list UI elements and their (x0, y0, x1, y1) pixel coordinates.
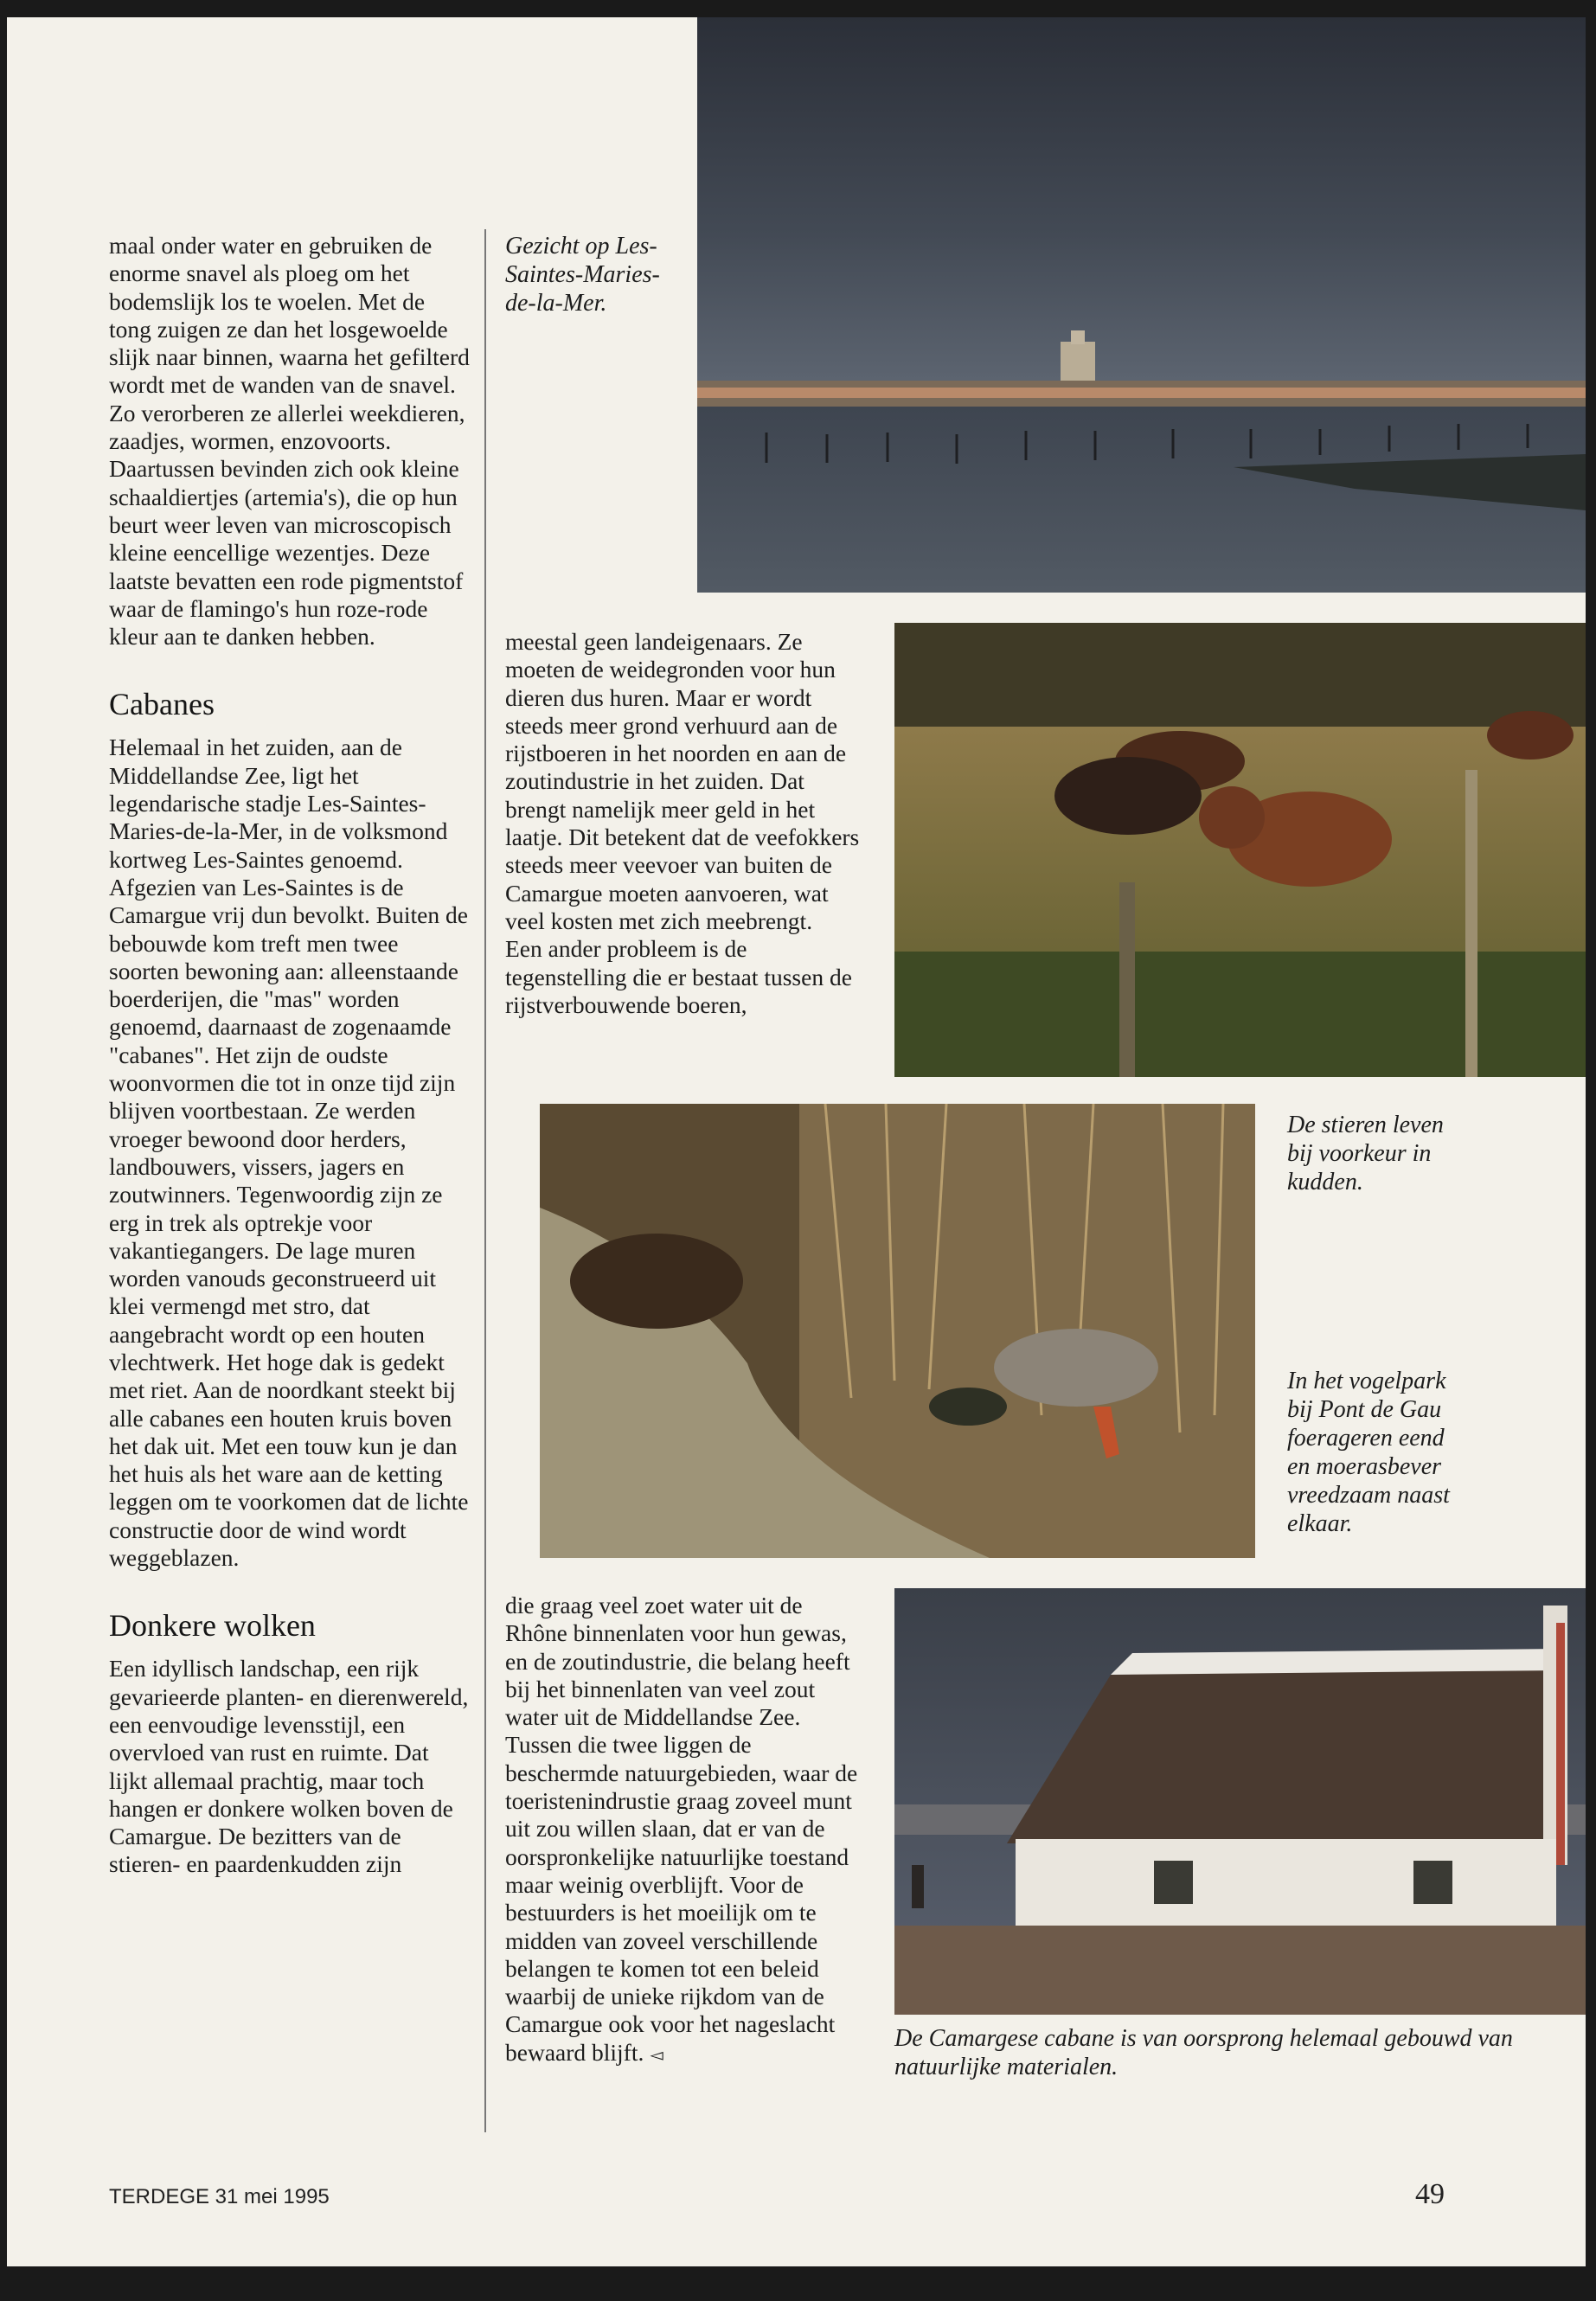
photo-town-view (697, 17, 1586, 593)
column-rule (484, 229, 486, 2132)
paragraph-bewoning: Afgezien van Les-Saintes is de Camargue vrij dun bevolkt. Buiten de bebouwde kom treft men twee soorten bewoning aan: alleenstaande boerderijen, die "mas" worden genoemd, daarnaast de zogenaamde "cabanes". Het zijn de oudste woonvormen die tot in onze tijd zijn blijven voortbestaan. Ze werden vroeger bewoond door herders, landbouwers, vissers, jagers en zoutwinners. Tegenwoordig zijn ze erg in trek als optrekje voor vakantiegangers. De lage muren worden vanouds geconstrueerd uit klei vermengd met stro, dat aangebracht wordt op een houten vlechtwerk. Het hoge dak is gedekt met riet. Aan de noordkant steekt bij alle cabanes een houten kruis boven het dak uit. Met een touw kun je dan het huis als het ware aan de ketting leggen om te voorkomen dat de lichte constructie door de wind wordt weggeblazen. (109, 873, 469, 1572)
end-mark: ◅ (650, 2045, 663, 2065)
paragraph-rhone (505, 1592, 867, 2069)
paragraph-tegenstelling: Een ander probleem is de tegenstelling die er bestaat tussen de rijstverbouwende boeren, (505, 935, 852, 1018)
text-column-1 (109, 232, 471, 1879)
paragraph-idyllisch: Een idyllisch landschap, een rijk gevarieerde planten- en dierenwereld, een eenvoudige levensstijl, een overvloed van rust en ruimte. Dat lijkt allemaal prachtig, maar toch hangen er donkere wolken boven de Camargue. De bezitters van de stieren- en paardenkudden zijn (109, 1655, 469, 1878)
magazine-page (7, 17, 1586, 2266)
caption-bulls: De stieren leven bij voorkeur in kudden. (1287, 1112, 1444, 1195)
paragraph-les-saintes: Helemaal in het zuiden, aan de Middellandse Zee, ligt het legendarische stadje Les-Saintes-Maries-de-la-Mer, in de volksmond kortweg Les-Saintes genoemd. (109, 734, 448, 873)
paragraph-landeigenaars: meestal geen landeigenaars. Ze moeten de weidegronden voor hun dieren dus huren. Maar er wordt steeds meer grond verhuurd aan de rijstboeren in het noorden en aan de zoutindustrie in het zuiden. Dat brengt namelijk meer geld in het laatje. Dit betekent dat de veefokkers steeds meer veevoer van buiten de Camargue moeten aanvoeren, wat veel kosten met zich meebrengt. (505, 628, 860, 934)
footer-publication: TERDEGE 31 mei 1995 (109, 2185, 330, 2208)
photo-duck-coypu (540, 1104, 1255, 1558)
paragraph-rhone-text: die graag veel zoet water uit de Rhône binnenlaten voor hun gewas, en de zoutindustrie, die belang heeft bij het binnenlaten van veel zout water uit de Middellandse Zee. Tussen die twee liggen de beschermde natuurgebieden, waar de toeristenindrustie graag zoveel munt uit zou willen slaan, dat er van de oorspronkelijke natuurlijke toestand maar weinig overblijft. Voor de bestuurders is het moeilijk om te midden van zoveel verschillende belangen te komen tot een beleid waarbij de unieke rijkdom van de Camargue ook voor het nageslacht bewaard blijft. (505, 1592, 858, 2066)
text-column-2 (505, 628, 864, 1019)
page-number: 49 (1415, 2178, 1445, 2210)
heading-donkere-wolken: Donkere wolken (109, 1608, 316, 1644)
photo-bulls (894, 623, 1586, 1077)
paragraph-flamingo: maal onder water en gebruiken de enorme snavel als ploeg om het bodemslijk los te woelen. Met de tong zuigen ze dan het losgewoelde slijk naar binnen, waarna het gefilterd wordt met de wanden van de snavel. Zo verorberen ze allerlei weekdieren, zaadjes, wormen, enzovoorts. Daartussen bevinden zich ook kleine schaaldiertjes (artemia's), die op hun beurt weer leven van microscopisch kleine eencellige wezentjes. Deze laatste bevatten een rode pigmentstof waar de flamingo's hun roze-rode kleur aan te danken hebben. (109, 232, 470, 651)
text-column-3 (505, 1592, 867, 2069)
photo-cabane (894, 1588, 1586, 2015)
caption-town: Gezicht op Les-Saintes-Maries-de-la-Mer. (505, 233, 660, 317)
caption-cabane: De Camargese cabane is van oorsprong helemaal gebouwd van natuurlijke materialen. (894, 2025, 1513, 2080)
caption-duck: In het vogelpark bij Pont de Gau foerageren eend en moerasbever vreedzaam naast elkaar. (1287, 1368, 1450, 1537)
heading-cabanes: Cabanes (109, 687, 215, 722)
